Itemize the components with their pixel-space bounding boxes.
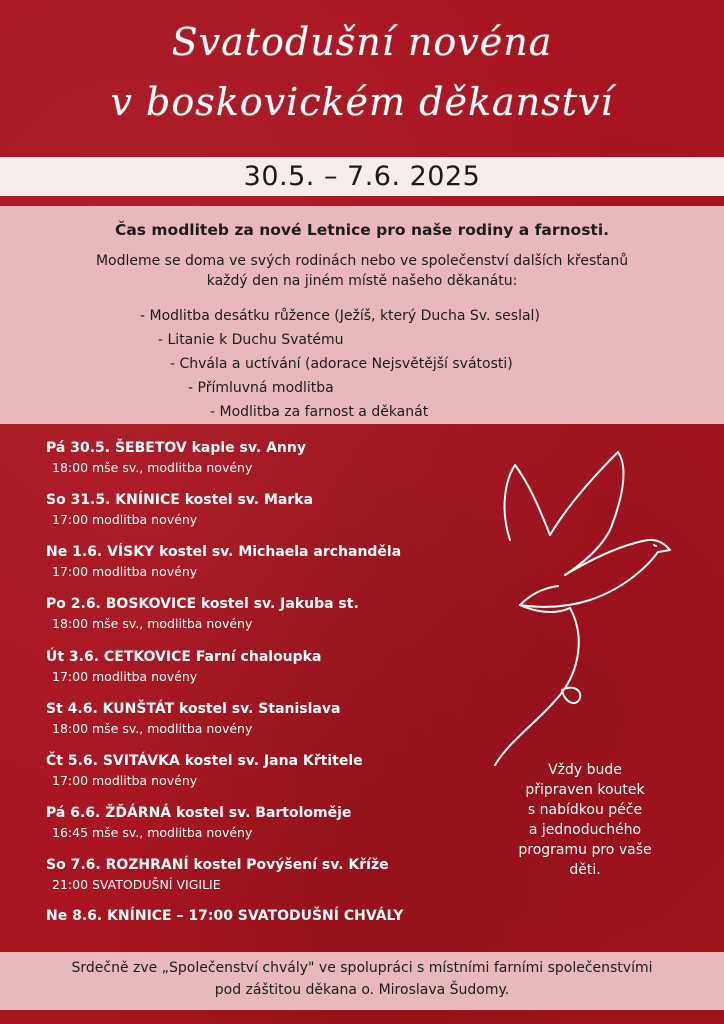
prayer-item: - Modlitba za farnost a děkanát bbox=[210, 404, 429, 420]
prayer-item: - Litanie k Duchu Svatému bbox=[158, 332, 344, 348]
schedule-item bbox=[46, 753, 363, 788]
schedule-item-sub: 18:00 mše sv., modlitba novény bbox=[52, 460, 253, 475]
schedule-item-sub: 21:00 SVATODUŠNÍ VIGILIE bbox=[52, 877, 221, 892]
kids-note-line: Vždy bude bbox=[548, 762, 622, 778]
schedule-item-sub: 16:45 mše sv., modlitba novény bbox=[52, 825, 253, 840]
schedule-item-head: Út 3.6. CETKOVICE Farní chaloupka bbox=[46, 649, 322, 665]
schedule-item-sub: 18:00 mše sv., modlitba novény bbox=[52, 721, 253, 736]
dove-icon bbox=[470, 440, 690, 770]
schedule-item bbox=[46, 440, 306, 475]
schedule-item bbox=[46, 857, 389, 892]
intro-panel bbox=[0, 206, 724, 424]
prayer-item: - Modlitba desátku růžence (Ježíš, který Ducha Sv. seslal) bbox=[140, 308, 540, 324]
schedule-item-sub: 18:00 mše sv., modlitba novény bbox=[52, 616, 253, 631]
footer-line-2: pod záštitou děkana o. Miroslava Šudomy. bbox=[214, 982, 510, 998]
schedule-item bbox=[46, 492, 313, 527]
final-event: Ne 8.6. KNÍNICE – 17:00 SVATODUŠNÍ CHVÁLY bbox=[46, 908, 404, 924]
prayer-item: - Chvála a uctívání (adorace Nejsvětější svátosti) bbox=[170, 356, 513, 372]
title-line-1: Svatodušní novéna bbox=[171, 20, 553, 64]
schedule-item-sub: 17:00 modlitba novény bbox=[52, 564, 198, 579]
schedule-item-head: St 4.6. KUNŠTÁT kostel sv. Stanislava bbox=[46, 701, 341, 717]
kids-note-line: s nabídkou péče bbox=[527, 802, 643, 818]
intro-line-1: Modleme se doma ve svých rodinách nebo ve společenství dalších křesťanů bbox=[95, 253, 629, 269]
schedule-item-head: Pá 30.5. ŠEBETOV kaple sv. Anny bbox=[46, 440, 306, 456]
kids-note bbox=[500, 760, 670, 880]
schedule-item-sub: 17:00 modlitba novény bbox=[52, 512, 198, 527]
schedule-item-head: Po 2.6. BOSKOVICE kostel sv. Jakuba st. bbox=[46, 596, 359, 612]
kids-note-line: děti. bbox=[569, 862, 601, 878]
schedule-item-head: Čt 5.6. SVITÁVKA kostel sv. Jana Křtitele bbox=[46, 753, 363, 769]
schedule-item-head: So 7.6. ROZHRANÍ kostel Povýšení sv. Kříže bbox=[46, 857, 389, 873]
date-range: 30.5. – 7.6. 2025 bbox=[0, 157, 724, 196]
footer-line-1: Srdečně zve „Společenství chvály" ve spolupráci s místními farními společenstvími bbox=[71, 960, 653, 976]
schedule-item-head: Pá 6.6. ŽĎÁRNÁ kostel sv. Bartoloměje bbox=[46, 805, 352, 821]
title-line-2: v boskovickém děkanství bbox=[110, 80, 614, 124]
kids-note-line: programu pro vaše bbox=[518, 842, 652, 858]
schedule-item-head: So 31.5. KNÍNICE kostel sv. Marka bbox=[46, 492, 314, 508]
footer-panel bbox=[0, 952, 724, 1010]
intro-line-2: každý den na jiném místě našeho děkanátu: bbox=[206, 273, 518, 289]
schedule-item-sub: 17:00 modlitba novény bbox=[52, 669, 198, 684]
schedule-item-sub: 17:00 modlitba novény bbox=[52, 773, 198, 788]
prayer-item: - Přímluvná modlitba bbox=[188, 380, 334, 396]
schedule-item bbox=[46, 805, 351, 840]
intro-headline: Čas modliteb za nové Letnice pro naše rodiny a farnosti. bbox=[114, 221, 610, 239]
kids-note-line: a jednoduchého bbox=[528, 822, 642, 838]
schedule-item bbox=[46, 701, 340, 736]
schedule-item-head: Ne 1.6. VÍSKY kostel sv. Michaela archanděla bbox=[46, 544, 402, 560]
schedule-item bbox=[46, 544, 401, 579]
schedule-item bbox=[46, 649, 321, 684]
schedule-item bbox=[46, 596, 359, 631]
kids-note-line: připraven koutek bbox=[525, 782, 645, 798]
